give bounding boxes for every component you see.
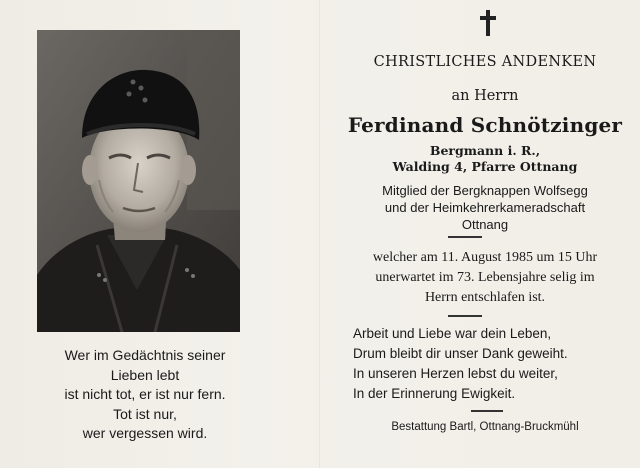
occupation-line: Bergmann i. R., [429,143,541,158]
memorial-poem [30,346,260,444]
death-notice-line: Herrn entschlafen ist. [424,290,546,305]
portrait-photo [37,30,240,332]
deceased-name: Ferdinand Schnötzinger [347,113,623,137]
poem-line: ist nicht tot, er ist nur fern. [64,386,226,402]
membership-line: Ottnang [461,217,509,232]
death-notice-line: unerwartet im 73. Lebensjahre selig im [375,270,595,285]
an-herrn-label: an Herrn [451,88,519,104]
divider [448,236,482,238]
poem-line: wer vergessen wird. [82,425,208,441]
verse-line: In der Erinnerung Ewigkeit. [353,386,516,401]
latin-cross-icon [478,10,498,38]
funeral-home: Bestattung Bartl, Ottnang-Bruckmühl [391,421,579,433]
divider [471,410,503,412]
verse-line: Arbeit und Liebe war dein Leben, [353,326,552,341]
verse-line: Drum bleibt dir unser Dank geweiht. [353,346,568,361]
address-line: Walding 4, Pfarre Ottnang [392,159,578,174]
membership-line: und der Heimkehrerkameradschaft [384,200,586,215]
divider [448,315,482,317]
poem-line: Wer im Gedächtnis seiner [64,347,226,363]
fold-line [319,0,320,468]
poem-line: Lieben lebt [110,366,180,383]
verse-line: In unseren Herzen lebst du weiter, [353,366,558,381]
membership-line: Mitglied der Bergknappen Wolfsegg [382,183,588,198]
death-notice-line: welcher am 11. August 1985 um 15 Uhr [372,250,598,265]
card-heading: CHRISTLICHES ANDENKEN [373,54,597,70]
portrait-illustration [37,30,240,332]
poem-line: Tot ist nur, [113,405,177,422]
